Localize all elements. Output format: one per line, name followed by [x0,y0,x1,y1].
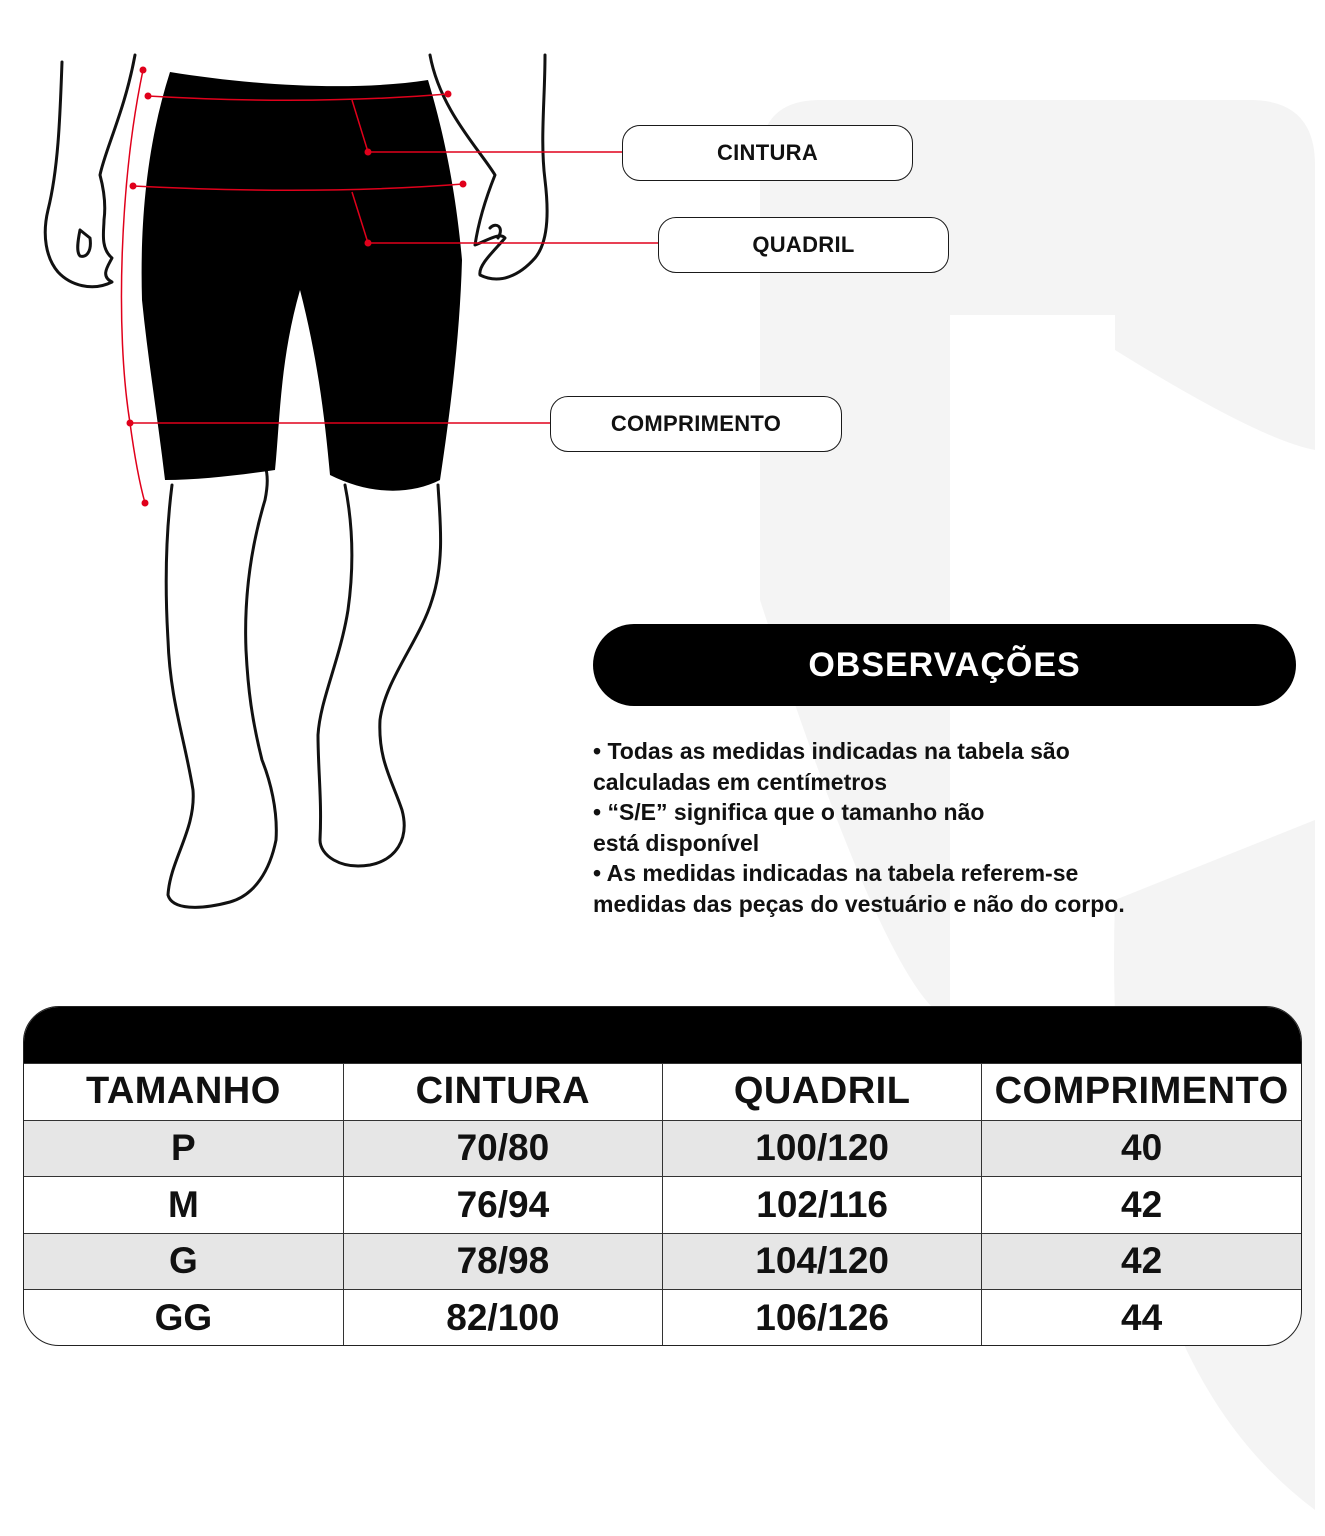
cell-length: 42 [982,1233,1301,1290]
cell-size: M [24,1177,343,1234]
cell-length: 40 [982,1120,1301,1177]
cell-length: 42 [982,1177,1301,1234]
header-waist: CINTURA [343,1064,662,1121]
table-row [24,1177,1301,1234]
header-hip: QUADRIL [663,1064,982,1121]
table-header-row [24,1064,1301,1121]
cell-waist: 76/94 [343,1177,662,1234]
header-size: TAMANHO [24,1064,343,1121]
table-row [24,1290,1301,1346]
table-header-bar [24,1007,1301,1063]
cell-hip: 102/116 [663,1177,982,1234]
table-row [24,1233,1301,1290]
table-row [24,1120,1301,1177]
note-garment-measures: • As medidas indicadas na tabela referem-se medidas das peças do vestuário e não do corpo. [593,860,1125,917]
cell-waist: 78/98 [343,1233,662,1290]
cell-size: P [24,1120,343,1177]
cell-hip: 104/120 [663,1233,982,1290]
cell-length: 44 [1121,1296,1163,1338]
length-label: COMPRIMENTO [550,396,842,452]
hip-label: QUADRIL [658,217,949,273]
cell-waist: 70/80 [343,1120,662,1177]
cell-hip: 106/126 [663,1290,982,1346]
size-table [23,1006,1302,1346]
cell-hip: 100/120 [663,1120,982,1177]
cell-waist: 82/100 [343,1290,662,1346]
note-units: • Todas as medidas indicadas na tabela são calculadas em centímetros [593,738,1070,795]
cell-size: G [24,1233,343,1290]
header-length: COMPRIMENTO [982,1064,1301,1121]
note-availability: • “S/E” significa que o tamanho não está disponível [593,799,985,856]
observations-notes [593,736,1273,920]
cell-size: GG [24,1290,343,1346]
observations-title: OBSERVAÇÕES [593,624,1296,706]
waist-label: CINTURA [622,125,913,181]
